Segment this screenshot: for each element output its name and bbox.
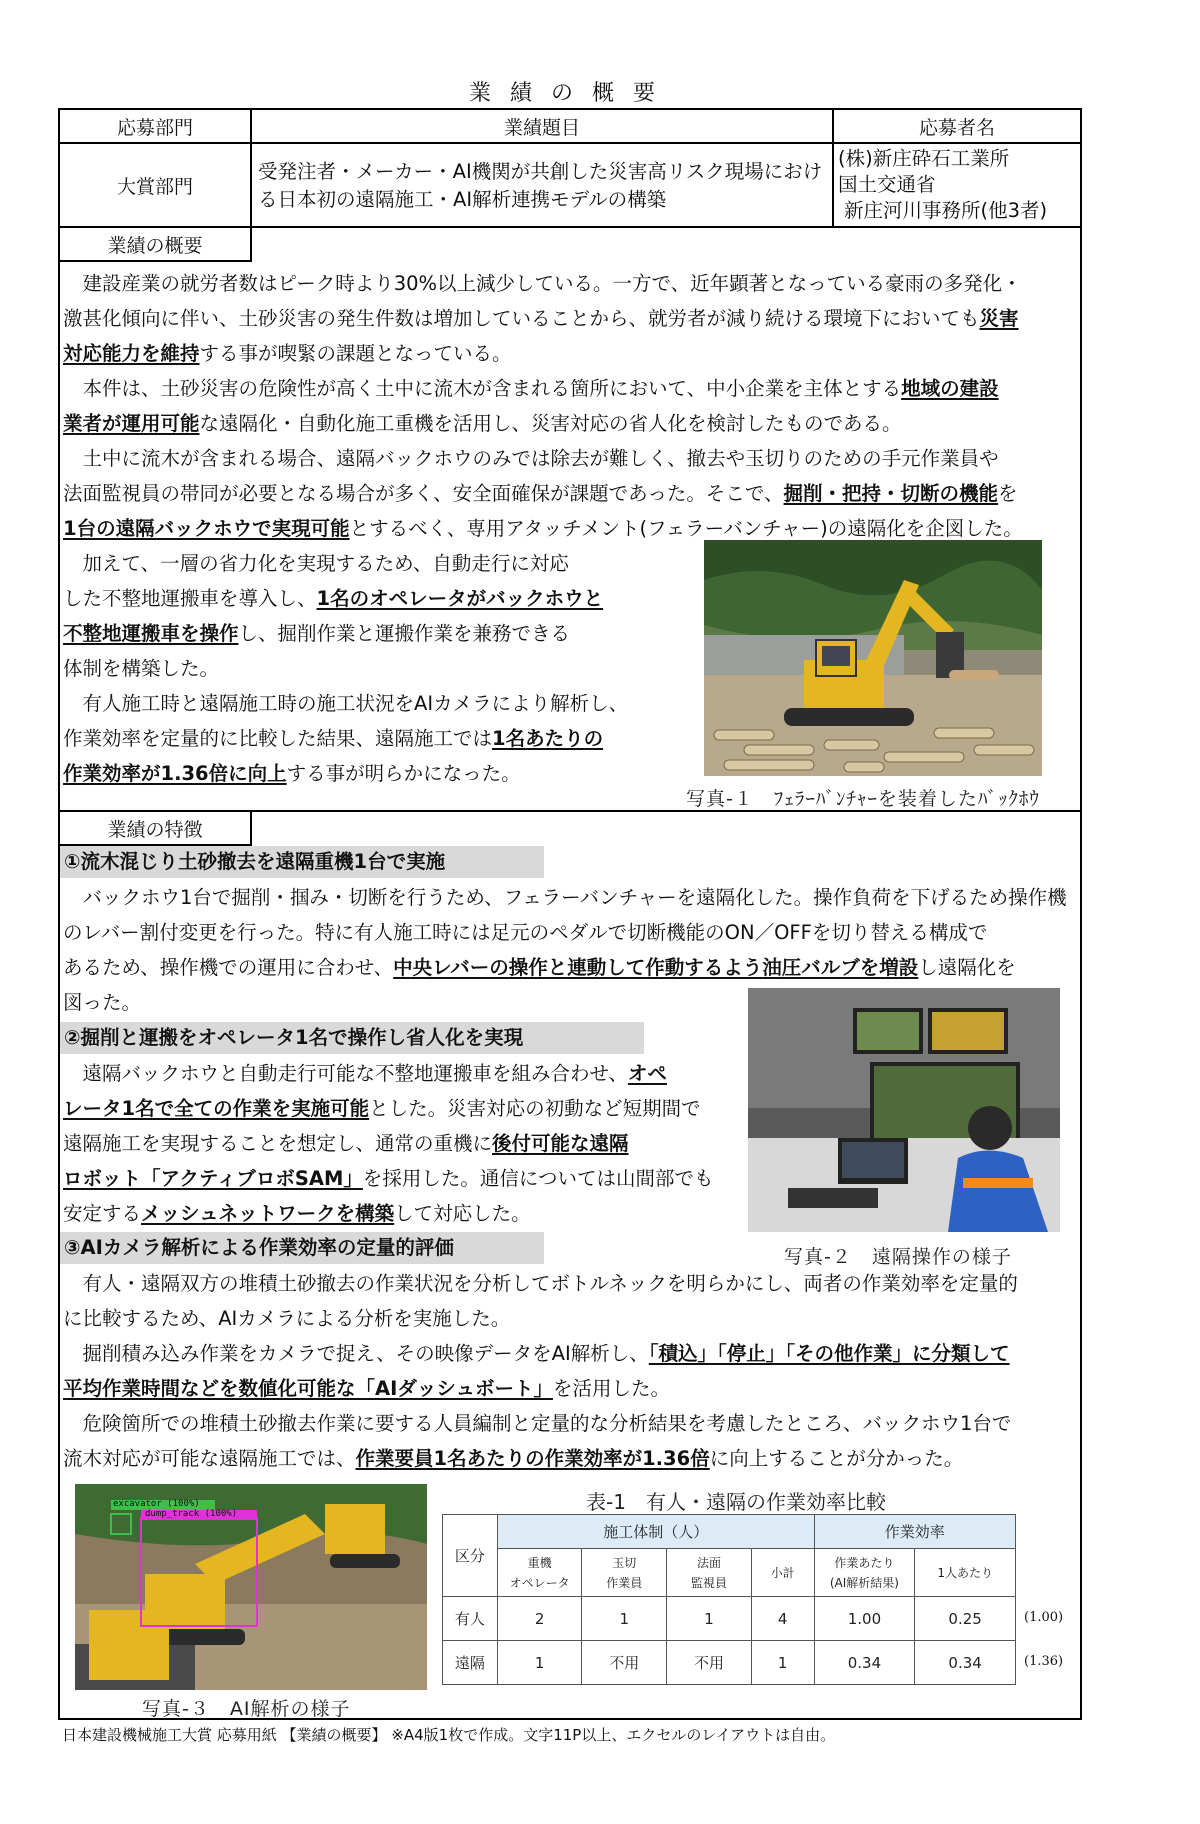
- feature3-text: [63, 1266, 1073, 1476]
- text-line: 遠隔施工を実現することを想定し、通常の重機に後付可能な遠隔: [63, 1132, 629, 1155]
- table-header-per-person: 1人あたり: [915, 1549, 1016, 1597]
- text-line: 流木対応が可能な遠隔施工では、作業要員1名あたりの作業効率が1.36倍に向上することが分かった。: [63, 1447, 964, 1470]
- section-label-features: 業績の特徴: [58, 810, 252, 846]
- emphasis-text: 災害: [979, 307, 1019, 330]
- table-row: [443, 1641, 1016, 1685]
- text-line: 有人施工時と遠隔施工時の施工状況をAIカメラにより解析し、: [63, 692, 629, 715]
- text-line: 不整地運搬車を操作し、掘削作業と運搬作業を兼務できる: [63, 622, 571, 645]
- project-title: [258, 158, 830, 214]
- row-heavy: 1: [497, 1641, 582, 1685]
- text-line: バックホウ1台で掘削・掴み・切断を行うため、フェラーバンチャーを遠隔化した。操作負荷を下げるため操作機: [63, 886, 1067, 909]
- project-title-line: る日本初の遠隔施工・AI解析連携モデルの構築: [258, 188, 667, 211]
- document-title: 業 績 の 概 要: [469, 81, 661, 106]
- table-header-heavy-operator: 重機 オペレータ: [497, 1549, 582, 1597]
- efficiency-table: [442, 1514, 1016, 1685]
- row-heavy: 2: [497, 1597, 582, 1641]
- table-header-slope-monitor: 法面 監視員: [667, 1549, 752, 1597]
- detection-tag-dump-track: dump_track (100%): [145, 1509, 238, 1519]
- emphasis-text: メッシュネットワークを構築: [141, 1202, 395, 1225]
- row-slope: 1: [667, 1597, 752, 1641]
- emphasis-text: 不整地運搬車を操作: [63, 622, 239, 645]
- emphasis-text: 中央レバーの操作と連動して作動するよう油圧バルブを増設: [393, 956, 919, 979]
- applicant-line: 新庄河川事務所(他3者): [844, 199, 1048, 222]
- emphasis-text: 掘削・把持・切断の機能: [783, 482, 999, 505]
- emphasis-text: 地域の建設: [901, 377, 999, 400]
- table-header-efficiency: 作業効率: [814, 1515, 1015, 1549]
- excavator-illustration: [704, 540, 1042, 776]
- text-line: 安定するメッシュネットワークを構築して対応した。: [63, 1202, 531, 1225]
- photo-ai-analysis: [75, 1484, 427, 1690]
- text-line: のレバー割付変更を行った。特に有人施工時には足元のペダルで切断機能のON／OFFを切り替える構成で: [63, 921, 988, 944]
- table-title: 表-1 有人・遠隔の作業効率比較: [586, 1490, 886, 1514]
- feature1-title: ①流木混じり土砂撤去を遠隔重機1台で実施: [60, 846, 544, 878]
- table-row: [443, 1597, 1016, 1641]
- footer-note: 日本建設機械施工大賞 応募用紙 【業績の概要】 ※A4版1枚で作成。文字11P以上、エクセルのレイアウトは自由。: [62, 1726, 836, 1744]
- text-line: 遠隔バックホウと自動走行可能な不整地運搬車を組み合わせ、オペ: [63, 1062, 667, 1085]
- row-slope: 不用: [667, 1641, 752, 1685]
- emphasis-text: 作業要員1名あたりの作業効率が1.36倍: [355, 1447, 710, 1470]
- header-title: 業績題目: [503, 116, 580, 139]
- remote-operation-illustration: [748, 988, 1060, 1232]
- text-line: 危険箇所での堆積土砂撤去作業に要する人員編制と定量的な分析結果を考慮したところ、バックホウ1台で: [63, 1412, 1012, 1435]
- text-line: 1台の遠隔バックホウで実現可能とするべく、専用アタッチメント(フェラーバンチャー)の遠隔化を企図した。: [63, 517, 1023, 540]
- emphasis-text: 1名あたりの: [492, 727, 604, 750]
- photo3-caption: 写真-３ AI解析の様子: [142, 1698, 351, 1720]
- text-line: に比較するため、AIカメラによる分析を実施した。: [63, 1307, 511, 1330]
- header-department: 応募部門: [116, 116, 193, 139]
- text-line: 激甚化傾向に伴い、土砂災害の発生件数は増加していることから、就労者が減り続ける環境下においても災害: [63, 307, 1019, 330]
- row-per-work: 0.34: [814, 1641, 915, 1685]
- table-header-subtotal: 小計: [751, 1549, 814, 1597]
- text-line: 作業効率を定量的に比較した結果、遠隔施工では1名あたりの: [63, 727, 604, 750]
- emphasis-text: オペ: [627, 1062, 667, 1085]
- emphasis-text: 1名のオペレータがバックホウと: [316, 587, 604, 610]
- ratio-manned: (1.00): [1024, 1610, 1064, 1625]
- emphasis-text: 業者が運用可能: [63, 412, 200, 435]
- emphasis-text: 平均作業時間などを数値化可能な「AIダッシュボート」: [63, 1377, 553, 1400]
- text-line: 対応能力を維持する事が喫緊の課題となっている。: [63, 342, 512, 365]
- photo2-caption: 写真-２ 遠隔操作の様子: [784, 1246, 1012, 1268]
- project-title-line: 受発注者・メーカー・AI機関が共創した災害高リスク現場におけ: [258, 160, 823, 183]
- emphasis-text: 対応能力を維持: [63, 342, 200, 365]
- table-header-cutting-worker: 玉切 作業員: [582, 1549, 667, 1597]
- emphasis-text: 「積込」「停止」「その他作業」に分類して: [648, 1342, 1010, 1365]
- feature2-text: [63, 1056, 743, 1231]
- emphasis-text: 後付可能な遠隔: [492, 1132, 629, 1155]
- text-line: 土中に流木が含まれる場合、遠隔バックホウのみでは除去が難しく、撤去や玉切りのための手元作業員や: [63, 447, 999, 470]
- row-per-work: 1.00: [814, 1597, 915, 1641]
- applicant-names: [838, 146, 1078, 224]
- row-per-person: 0.25: [915, 1597, 1016, 1641]
- feature2-title: ②掘削と運搬をオペレータ1名で操作し省人化を実現: [60, 1022, 644, 1054]
- text-line: 業者が運用可能な遠隔化・自動化施工重機を活用し、災害対応の省人化を検討したものである。: [63, 412, 902, 435]
- table-header-per-work: 作業あたり (AI解析結果): [814, 1549, 915, 1597]
- emphasis-text: 1台の遠隔バックホウで実現可能: [63, 517, 350, 540]
- table-header-category: 区分: [443, 1515, 498, 1597]
- text-line: ロボット「アクティブロボSAM」を採用した。通信については山間部でも: [63, 1167, 714, 1190]
- text-line: 法面監視員の帯同が必要となる場合が多く、安全面確保が課題であった。そこで、掘削・把持・切断の機能を: [63, 482, 1018, 505]
- text-line: 作業効率が1.36倍に向上する事が明らかになった。: [63, 762, 521, 785]
- row-subtotal: 4: [751, 1597, 814, 1641]
- row-category: 有人: [443, 1597, 498, 1641]
- emphasis-text: ロボット「アクティブロボSAM」: [63, 1167, 363, 1190]
- section-label-overview: 業績の概要: [58, 226, 252, 262]
- photo-remote-operation: [748, 988, 1060, 1232]
- department-value: 大賞部門: [116, 175, 193, 198]
- text-line: 図った。: [63, 991, 142, 1014]
- text-line: レータ1名で全ての作業を実施可能とした。災害対応の初動など短期間で: [63, 1097, 701, 1120]
- row-cut: 1: [582, 1597, 667, 1641]
- row-subtotal: 1: [751, 1641, 814, 1685]
- text-line: 体制を構築した。: [63, 657, 220, 680]
- text-line: した不整地運搬車を導入し、1名のオペレータがバックホウと: [63, 587, 604, 610]
- text-line: 掘削積み込み作業をカメラで捉え、その映像データをAI解析し、「積込」「停止」「その他作業」に分類して: [63, 1342, 1010, 1365]
- photo-feller-buncher-excavator: [704, 540, 1042, 776]
- text-line: 有人・遠隔双方の堆積土砂撤去の作業状況を分析してボトルネックを明らかにし、両者の作業効率を定量的: [63, 1272, 1018, 1295]
- feature3-title: ③AIカメラ解析による作業効率の定量的評価: [60, 1232, 544, 1264]
- applicant-line: (株)新庄砕石工業所: [838, 147, 1010, 170]
- detection-tag-excavator: excavator (100%): [113, 1499, 200, 1509]
- text-line: 本件は、土砂災害の危険性が高く土中に流木が含まれる箇所において、中小企業を主体とする地域の建設: [63, 377, 999, 400]
- text-line: あるため、操作機での運用に合わせ、中央レバーの操作と連動して作動するよう油圧バルブを増設し遠隔化を: [63, 956, 1016, 979]
- row-per-person: 0.34: [915, 1641, 1016, 1685]
- ai-analysis-illustration: [75, 1484, 427, 1690]
- ratio-remote: (1.36): [1024, 1654, 1064, 1669]
- row-category: 遠隔: [443, 1641, 498, 1685]
- photo1-caption: 写真-１ ﾌｪﾗｰﾊﾞﾝﾁｬｰを装着したﾊﾞｯｸﾎｳ: [686, 788, 1040, 810]
- table-header-system: 施工体制（人）: [497, 1515, 814, 1549]
- text-line: 加えて、一層の省力化を実現するため、自動走行に対応: [63, 552, 569, 575]
- row-cut: 不用: [582, 1641, 667, 1685]
- emphasis-text: 作業効率が1.36倍に向上: [63, 762, 287, 785]
- text-line: 建設産業の就労者数はピーク時より30%以上減少している。一方で、近年顕著となっている豪雨の多発化・: [63, 272, 1022, 295]
- applicant-line: 国土交通省: [838, 173, 936, 196]
- emphasis-text: レータ1名で全ての作業を実施可能: [63, 1097, 370, 1120]
- header-applicant: 応募者名: [918, 116, 995, 139]
- text-line: 平均作業時間などを数値化可能な「AIダッシュボート」を活用した。: [63, 1377, 670, 1400]
